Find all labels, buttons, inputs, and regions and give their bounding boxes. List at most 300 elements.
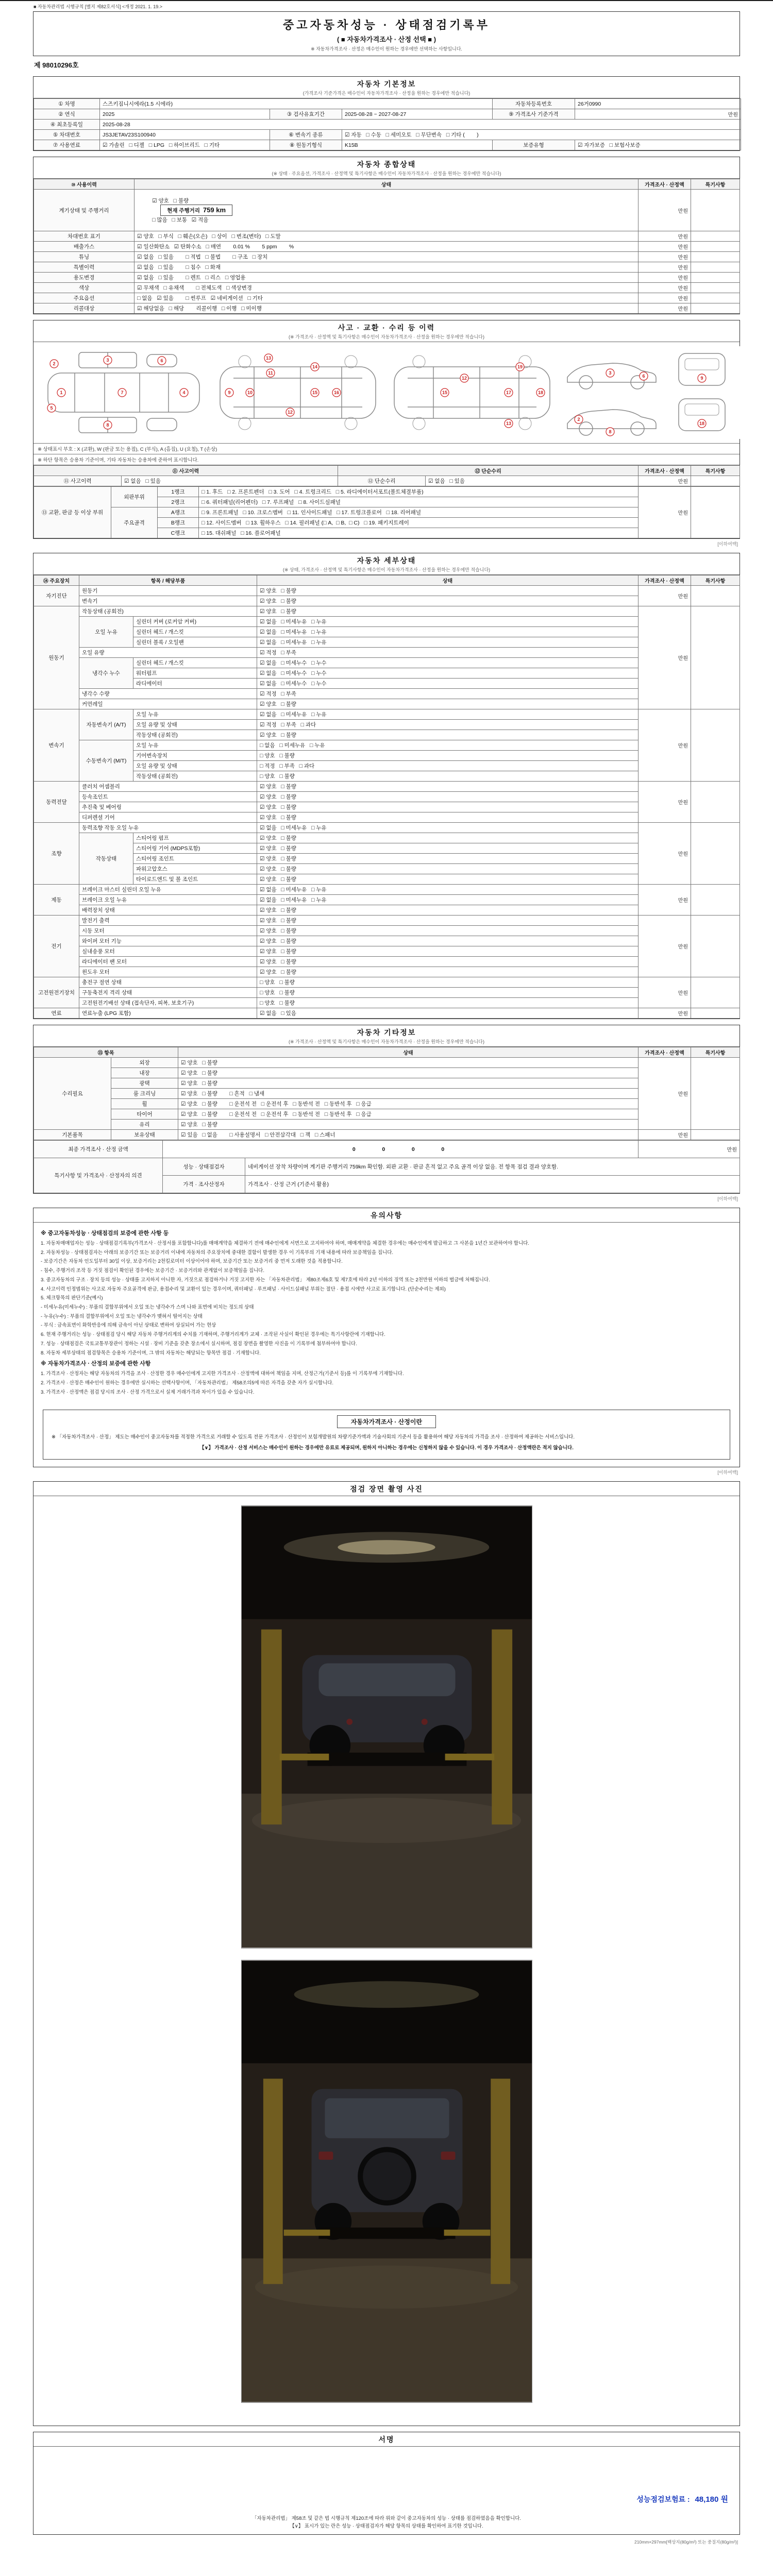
status-cell: ☑ 양호 □ 불량 [178, 1068, 638, 1078]
label-cell: 성능 · 상태점검자 [163, 1158, 245, 1176]
panel-marker [606, 428, 614, 436]
svg-text:12: 12 [287, 410, 293, 415]
status-cell: ☑ 없음 □ 있음 □ 침수 □ 화재 [135, 262, 638, 273]
status-cell: ☑ 없음 □ 미세누유 □ 누유 [257, 709, 638, 720]
item-cell: 오일 누유 [133, 740, 257, 751]
table-row [34, 771, 740, 782]
column-header: 특기사항 [691, 1047, 740, 1058]
table-row [34, 1158, 740, 1176]
status-cell: ☑ 있음 □ 없음 □ 사용설명서 □ 안전삼각대 □ 잭 □ 스패너 [178, 1130, 638, 1140]
sub-cell: 냉각수 누수 [79, 658, 133, 689]
remark-cell [691, 1058, 740, 1130]
table-row [34, 895, 740, 905]
label-cell: 용도변경 [34, 273, 135, 283]
notice-item: 5. 체크항목의 판단기준(예시) [41, 1295, 103, 1301]
status-cell: ☑ 양호 □ 부식 □ 훼손(오손) □ 상이 □ 변조(변타) □ 도말 [135, 231, 638, 242]
document-sheet [33, 1, 740, 2558]
value-cell: 2025-08-28 [100, 120, 741, 130]
table-row [34, 916, 740, 926]
remark-cell [691, 242, 740, 252]
svg-text:19: 19 [517, 364, 523, 369]
notice-item: 3. 중고자동차의 구조 · 장치 등의 성능 · 상태를 고지하지 아니한 자, 거짓으로 점검하거나 거짓 고지한 자는 「자동차관리법」 제80조제6호 및 제7호에 따라 2년 이하의 징역 또는 2천만원 이하의 벌금에 처해집니다. [41, 1277, 490, 1283]
status-cell: ☑ 양호 □ 불량 [257, 957, 638, 967]
panel-marker [225, 388, 233, 397]
panel-marker [516, 363, 524, 371]
price-cell: 만원 [638, 1058, 691, 1130]
status-cell: ☑ 양호 □ 불량 [257, 905, 638, 916]
panel-marker [640, 372, 648, 380]
price-cell: 만원 [638, 823, 691, 885]
item-cell: 외장 [111, 1058, 178, 1068]
table-row [34, 262, 740, 273]
status-cell: ☑ 없음 □ 있음 □ 적법 □ 불법 □ 구조 □ 장치 [135, 252, 638, 262]
status-cell: ☑ 양호 □ 불량 [257, 864, 638, 874]
status-cell: ☑ 양호 □ 불량 [257, 936, 638, 946]
label-cell: ③ 검사유효기간 [270, 109, 342, 120]
item-cell: 연료누출 (LPG 포함) [79, 1008, 257, 1019]
item-cell: 시동 모터 [79, 926, 257, 936]
notice-body [33, 1223, 740, 1403]
table-row [34, 487, 740, 497]
remark-cell [691, 586, 740, 606]
other-info-title: 자동차 기타정보 [357, 1028, 416, 1037]
signature-statement: 【∨】 표시가 있는 란은 성능 · 상태점검자가 해당 항목의 상태를 확인하여 표기한 것입니다. [290, 2523, 483, 2529]
remark-cell [691, 283, 740, 293]
table-row [34, 1089, 740, 1099]
svg-text:15: 15 [442, 390, 448, 395]
table-row [34, 946, 740, 957]
detail-section [33, 553, 740, 1019]
label-cell: ② 연식 [34, 109, 100, 120]
table-row [34, 1047, 740, 1058]
status-cell: ☑ 없음 □ 미세누수 □ 누수 [257, 658, 638, 668]
item-cell: 원동기 [79, 586, 257, 596]
svg-text:18: 18 [537, 390, 544, 395]
table-row [34, 833, 740, 843]
table-row [34, 231, 740, 242]
table-row [34, 596, 740, 606]
table-row [34, 977, 740, 988]
item-cell: 커먼레일 [79, 699, 257, 709]
group-cell: 수리필요 [34, 1058, 111, 1130]
notice-item: 1. 가격조사 · 산정자는 해당 자동차의 가격을 조사 · 산정한 경우 매수인에게 고지한 가격조사 · 산정액에 대하여 책임을 지며, 산정근거(기준서 등)를 이 기록부에 기재합니다. [41, 1371, 404, 1377]
sub-cell: 작동상태 [79, 833, 133, 885]
panel-marker [246, 388, 254, 397]
label-cell: 자동차등록번호 [493, 99, 575, 109]
panel-marker [104, 356, 112, 364]
status-cell: ☑ 없음 □ 미세누수 □ 누수 [257, 668, 638, 679]
item-cell: 배력장치 상태 [79, 905, 257, 916]
svg-text:2: 2 [53, 361, 56, 366]
value-cell: JS3JETAV23S100940 [100, 130, 270, 140]
panel-marker [575, 415, 583, 423]
price-cell: 만원 [638, 916, 691, 977]
column-header: 특기사항 [691, 179, 740, 190]
item-cell: 스티어링 기어 (MDPS포함) [133, 843, 257, 854]
status-cell: ☑ 없음 □ 미세누수 □ 누수 [257, 679, 638, 689]
remark-cell [691, 977, 740, 1008]
item-cell: 휠 [111, 1099, 178, 1109]
remark-cell [691, 1130, 740, 1140]
photo-body [33, 1496, 740, 2426]
status-cell: ☑ 양호 □ 불량 [257, 916, 638, 926]
table-row [34, 709, 740, 720]
status-cell: ☑ 양호 □ 불량 [257, 699, 638, 709]
table-row [34, 885, 740, 895]
remark-cell [691, 916, 740, 977]
remark-cell [691, 823, 740, 885]
table-row [34, 854, 740, 864]
value-cell: 만원 [575, 109, 741, 120]
item-cell: 룸 크리닝 [111, 1089, 178, 1099]
svg-text:14: 14 [312, 364, 318, 369]
price-cell: 만원 [638, 273, 691, 283]
item-cell: 윈도우 모터 [79, 967, 257, 977]
status-cell: ☑ 양호 □ 불량 [257, 782, 638, 792]
status-cell: □ 없음 □ 미세누유 □ 누유 [257, 740, 638, 751]
item-cell: 동력조향 작동 오일 누유 [79, 823, 257, 833]
device-cell: 자기진단 [34, 586, 79, 606]
column-header: 상태 [178, 1047, 638, 1058]
table-row [34, 792, 740, 802]
status-cell: ☑ 무채색 □ 유채색 □ 전체도색 □ 색상변경 [135, 283, 638, 293]
panel-marker [698, 419, 706, 428]
checkbox-group: □ 12. 사이드멤버 □ 13. 휠하우스 □ 14. 필러패널 (□ A, □ B, □ C) □ 19. 패키지트레이 [199, 518, 638, 528]
checkbox-group: □ 많음 □ 보통 ☑ 적음 [152, 217, 209, 223]
status-cell: □ 양호 □ 불량 [257, 998, 638, 1008]
device-cell: 조향 [34, 823, 79, 885]
signature-statements [33, 2515, 740, 2530]
photo-title: 점검 장면 촬영 사진 [350, 1484, 423, 1493]
label-cell: 가격 · 조사산정자 [163, 1176, 245, 1193]
photo-section [33, 1481, 740, 2426]
label-cell: 배출가스 [34, 242, 135, 252]
status-cell: □ 적정 □ 부족 □ 과다 [257, 761, 638, 771]
table-row [34, 720, 740, 730]
status-cell: ☑ 양호 □ 불량 [178, 1058, 638, 1068]
svg-text:10: 10 [247, 390, 253, 395]
table-row [34, 998, 740, 1008]
notice-item: - 미세누유(미세누수) : 부품의 결합부위에서 오일 또는 냉각수가 스며 나와 표면에 비치는 정도의 상태 [41, 1304, 254, 1311]
label-cell: ⑤ 차대번호 [34, 130, 100, 140]
status-cell: ☑ 양호 □ 불량 [257, 812, 638, 823]
item-cell: 광택 [111, 1078, 178, 1089]
status-cell: □ 양호 □ 불량 [257, 977, 638, 988]
final-price-table [33, 1140, 740, 1193]
item-cell: 오일 유량 및 상태 [133, 720, 257, 730]
table-row [34, 926, 740, 936]
price-cell: 만원 [638, 606, 691, 709]
item-cell: 작동상태 (공회전) [133, 730, 257, 740]
label-cell: ④ 최초등록일 [34, 120, 100, 130]
table-row [34, 1120, 740, 1130]
svg-text:13: 13 [506, 421, 512, 426]
status-cell: ☑ 양호 □ 불량 [257, 854, 638, 864]
svg-text:15: 15 [312, 390, 318, 395]
item-cell: 발전기 출력 [79, 916, 257, 926]
svg-text:8: 8 [106, 422, 109, 428]
item-cell: 브레이크 오일 누유 [79, 895, 257, 905]
price-cell: 만원 [638, 1130, 691, 1140]
status-cell: ☑ 양호 □ 불량 [257, 606, 638, 617]
panel-marker [460, 374, 468, 382]
label-cell: ⑪ 사고이력 [34, 476, 122, 486]
status-cell: ☑ 적정 □ 부족 [257, 648, 638, 658]
price-cell: 만원 [638, 586, 691, 606]
item-cell: 클러치 어셈블리 [79, 782, 257, 792]
paper-spec: 210mm×297mm[백상지(80g/m²) 또는 중질지(80g/m²)] [634, 2539, 738, 2545]
label-cell: 특기사항 및 가격조사 · 산정자의 의견 [34, 1158, 163, 1193]
status-cell: ☑ 적정 □ 부족 □ 과다 [257, 720, 638, 730]
price-info-text: ※ 「자동차가격조사 · 산정」 제도는 매수인이 중고자동차를 적정한 가격으로 거래할 수 있도록 전문 가격조사 · 산정인이 보험개발원의 차량기준가액과 기술사회의 기준서 등을 활용하여 해당 자동차의 가격을 조사 · 산정하여 제공하는 서비스입니다. [52, 1434, 575, 1440]
remark-cell [691, 1008, 740, 1019]
item-cell: 타이로드엔드 및 볼 조인트 [133, 874, 257, 885]
item-cell: 와이퍼 모터 기능 [79, 936, 257, 946]
price-cell: 만원 [638, 190, 691, 231]
basic-info-header [33, 77, 740, 98]
table-row [34, 130, 741, 140]
rank-cell: B랭크 [158, 518, 199, 528]
notice-item: 1. 자동차매매업자는 성능 · 상태점검기록부(가격조사 · 산정서를 포함합니다)를 매매계약을 체결하기 전에 매수인에게 서면으로 고지하여야 하며, 매매계약을 체결한 경우에는 매수인에게 발급하고 그 사본을 1년간 보관하여야 합니다. [41, 1241, 529, 1246]
status-cell: ☑ 양호 □ 불량 [257, 596, 638, 606]
notice-subject: ※ 중고자동차성능 · 상태점검의 보증에 관한 사항 등 [41, 1230, 169, 1236]
column-header: 상태 [135, 179, 638, 190]
sub-cell: 수동변속기 (M/T) [79, 740, 133, 782]
table-row [34, 242, 740, 252]
status-cell: ☑ 양호 □ 불량 [257, 967, 638, 977]
svg-text:5: 5 [50, 405, 53, 411]
status-cell: ☑ 양호 □ 불량 [257, 730, 638, 740]
svg-text:4: 4 [182, 390, 186, 395]
panel-marker [332, 388, 341, 397]
item-cell: 오일 누유 [133, 709, 257, 720]
status-cell: ☑ 없음 □ 있음 [257, 1008, 638, 1019]
status-cell: ☑ 없음 □ 미세누유 □ 누유 [257, 637, 638, 648]
remark-cell [691, 190, 740, 231]
column-header: 항목 / 해당부품 [79, 575, 257, 586]
table-row [34, 957, 740, 967]
panel-marker [118, 388, 126, 397]
device-cell: 전기 [34, 916, 79, 977]
device-cell: 연료 [34, 1008, 79, 1019]
inspection-photo-1 [241, 1505, 532, 1948]
table-row [34, 1109, 740, 1120]
status-cell: ☑ 해당없음 □ 해당 리콜이행 □ 이행 □ 미이행 [135, 303, 638, 314]
status-cell: ☑ 양호 □ 불량 [257, 946, 638, 957]
label-cell: ⑦ 사용연료 [34, 140, 100, 150]
panel-marker [158, 357, 166, 365]
opinion-text: 네비게이션 장착 차량이며 계기판 주행거리 759km 확인함. 외판 교환 · 판금 흔적 없고 주요 골격 이상 없음. 전 항목 점검 결과 양호함. [245, 1158, 740, 1176]
price-cell: 만원 [638, 782, 691, 823]
table-row [34, 637, 740, 648]
table-row [34, 140, 741, 150]
label-cell: 차대번호 표기 [34, 231, 135, 242]
status-cell: ☑ 양호 □ 불량 [178, 1120, 638, 1130]
sub-cell: 오일 누유 [79, 617, 133, 648]
table-row [34, 823, 740, 833]
other-info-table [33, 1047, 740, 1140]
status-cell: ☑ 없음 □ 있음 □ 렌트 □ 리스 □ 영업용 [135, 273, 638, 283]
remark-cell [691, 606, 740, 709]
label-cell: 튜닝 [34, 252, 135, 262]
status-cell: ☑ 양호 □ 불량 [257, 843, 638, 854]
device-cell: 변속기 [34, 709, 79, 782]
space-marker: [이하여백] [717, 541, 738, 547]
column-header: 가격조사 · 산정액 [638, 1047, 691, 1058]
table-row [34, 730, 740, 740]
doc-number-row [33, 56, 740, 71]
rank-cell: 2랭크 [158, 497, 199, 507]
panel-marker [50, 360, 58, 368]
notice-subject-2: ※ 자동차가격조사 · 산정의 보증에 관한 사항 [41, 1361, 151, 1367]
device-cell: 고전원전기장치 [34, 977, 79, 1008]
item-cell: 스티어링 조인트 [133, 854, 257, 864]
status-cell [135, 190, 638, 231]
status-cell: ☑ 양호 □ 불량 [257, 586, 638, 596]
item-cell: 보유상태 [111, 1130, 178, 1140]
table-row [34, 99, 741, 109]
device-cell: 원동기 [34, 606, 79, 709]
accident-header [33, 320, 740, 342]
summary-note: (※ 상태 · 주요옵션, 가격조사 · 산정액 및 특기사항은 매수인이 자동차가격조사 · 산정을 원하는 경우에만 적습니다) [272, 171, 501, 176]
status-cell: ☑ 없음 □ 미세누유 □ 누유 [257, 627, 638, 637]
item-cell: 워터펌프 [133, 668, 257, 679]
table-row [34, 689, 740, 699]
page-title: 중고자동차성능 · 상태점검기록부 [282, 19, 491, 31]
table-row [34, 575, 740, 586]
accident-note: (※ 가격조사 · 산정액 및 특기사항은 매수인이 자동차가격조사 · 산정을 원하는 경우에만 적습니다) [289, 334, 484, 340]
value-cell: 26거0990 [575, 99, 741, 109]
panel-marker [311, 388, 319, 397]
item-cell: 작동상태 (공회전) [133, 771, 257, 782]
notice-item: 2. 자동차성능 · 상태점검자는 아래의 보증기간 또는 보증거리 이내에 자동차의 주요장치에 중대한 결함이 발생한 경우 이 기록부의 기재 내용에 따라 보증책임을 집니다. [41, 1249, 394, 1256]
panel-marker [505, 388, 513, 397]
final-price-value: 0 0 0 0 [163, 1141, 638, 1158]
rank-cell: A랭크 [158, 507, 199, 518]
item-cell: 유리 [111, 1120, 178, 1130]
item-cell: 고전원전기배선 상태 (접속단자, 피복, 보호기구) [79, 998, 257, 1008]
svg-text:8: 8 [609, 429, 612, 434]
notice-item: 7. 성능 · 상태점검은 국토교통부장관이 정하는 시설 · 장비 기준을 갖춘 장소에서 실시하며, 점검 장면을 촬영한 사진을 이 기록부에 첨부하여야 합니다. [41, 1341, 357, 1347]
column-header: ⑫ 단순수리 [338, 466, 638, 476]
status-cell: ☑ 양호 □ 불량 [257, 926, 638, 936]
table-row [34, 782, 740, 792]
status-cell: ☑ 양호 □ 불량 [257, 792, 638, 802]
price-cell: 만원 [638, 283, 691, 293]
remark-cell [691, 252, 740, 262]
item-cell: 오일 유량 [79, 648, 257, 658]
table-row [34, 1068, 740, 1078]
svg-text:16: 16 [333, 390, 340, 395]
checkbox-group: ☑ 자가보증 □ 보험사보증 [575, 140, 741, 150]
status-code-legend-2: ※ 하단 항목은 승용차 기준이며, 기타 자동차는 승용차에 준하여 표시합니다. [33, 454, 740, 465]
item-cell: 실내송풍 모터 [79, 946, 257, 957]
price-cell: 만원 [638, 709, 691, 782]
table-row [34, 751, 740, 761]
svg-text:9: 9 [228, 390, 231, 395]
label-cell: ⑬ 교환, 판금 등 이상 부위 [34, 487, 111, 538]
panel-marker [606, 369, 614, 377]
mileage-box [160, 205, 232, 216]
status-cell: □ 없음 ☑ 있음 □ 썬루프 ☑ 네비게이션 □ 기타 [135, 293, 638, 303]
price-cell: 만원 [638, 231, 691, 242]
summary-header [33, 157, 740, 179]
item-cell: 등속조인트 [79, 792, 257, 802]
panel-marker [47, 404, 56, 412]
item-cell: 작동상태 (공회전) [79, 606, 257, 617]
rank-cell: C랭크 [158, 528, 199, 538]
table-row [34, 936, 740, 946]
panel-marker [441, 388, 449, 397]
price-info-box [43, 1410, 730, 1460]
svg-text:6: 6 [642, 374, 645, 379]
notice-item: 4. 사고이력 인정범위는 사고로 자동차 주요골격에 판금, 용접수리 및 교환이 있는 경우이며, 쿼터패널 · 루프패널 · 사이드실패널 부위는 절단 · 용접 시에만 사고로 표기합니다. (단순수리는 제외) [41, 1286, 446, 1292]
status-cell: ☑ 양호 □ 불량 [257, 833, 638, 843]
other-info-section [33, 1025, 740, 1194]
detail-note: (※ 상태, 가격조사 · 산정액 및 특기사항은 매수인이 자동차가격조사 · 산정을 원하는 경우에만 적습니다) [282, 567, 491, 572]
status-cell: ☑ 적정 □ 부족 [257, 689, 638, 699]
notice-item: - 부식 : 금속표면이 화학반응에 의해 금속이 아닌 상태로 변하여 상실되어 가는 현상 [41, 1323, 216, 1329]
item-cell: 추진축 및 베어링 [79, 802, 257, 812]
status-cell: ☑ 양호 □ 불량 □ 흔적 □ 냄새 [178, 1089, 638, 1099]
price-cell: 만원 [638, 303, 691, 314]
table-row [34, 179, 740, 190]
label-cell: 특별이력 [34, 262, 135, 273]
table-row [34, 293, 740, 303]
checkbox-group: ☑ 양호 □ 불량 [152, 198, 189, 204]
price-cell: 만원 [638, 252, 691, 262]
table-row [34, 648, 740, 658]
checkbox-group: □ 9. 프론트패널 □ 10. 크로스멤버 □ 11. 인사이드패널 □ 17. 트렁크플로어 □ 18. 리어패널 [199, 507, 638, 518]
summary-section [33, 157, 740, 314]
other-info-note: (※ 가격조사 · 산정액 및 특기사항은 매수인이 자동차가격조사 · 산정을 원하는 경우에만 적습니다) [289, 1039, 484, 1044]
checkbox-group: □ 1. 후드 □ 2. 프론트펜더 □ 3. 도어 □ 4. 트렁크리드 □ 5. 라디에이터서포트(볼트체결부품) [199, 487, 638, 497]
notice-header [33, 1208, 740, 1223]
insurance-premium-label: 성능점검보험료 : [636, 2495, 690, 2503]
price-info-title: 자동차가격조사 · 산정이란 [337, 1415, 436, 1428]
svg-text:9: 9 [700, 376, 703, 381]
insurance-premium [636, 2494, 728, 2504]
remark-cell [691, 885, 740, 916]
svg-text:13: 13 [265, 355, 272, 361]
column-header: ⑭ 주요장치 [34, 575, 79, 586]
summary-table [33, 179, 740, 314]
label-cell: ⑧ 원동기형식 [270, 140, 342, 150]
table-row [34, 802, 740, 812]
status-cell: ☑ 양호 □ 불량 [257, 802, 638, 812]
table-row [34, 476, 740, 486]
table-row [34, 843, 740, 854]
price-cell: 만원 [638, 476, 691, 486]
summary-title: 자동차 종합상태 [357, 160, 416, 168]
column-header: 상태 [257, 575, 638, 586]
value-cell: 2025 [100, 109, 270, 120]
column-header: 가격조사 · 산정액 [638, 575, 691, 586]
table-row [34, 252, 740, 262]
remark-cell [691, 487, 740, 538]
checkbox-group: ☑ 가솔린 □ 디젤 □ LPG □ 하이브리드 □ 기타 [100, 140, 270, 150]
table-row [34, 627, 740, 637]
column-header: 가격조사 · 산정액 [638, 466, 691, 476]
table-row [34, 1130, 740, 1140]
remark-cell [691, 293, 740, 303]
table-row [34, 905, 740, 916]
table-row [34, 586, 740, 596]
svg-text:2: 2 [577, 417, 580, 422]
table-row [34, 109, 741, 120]
notice-item: - 침수, 주행거리 조작 등 거짓 점검이 확인된 경우에는 보증기간 · 보증거리와 관계없이 보증책임을 집니다. [41, 1268, 264, 1274]
notice-item: 8. 자동차 세부상태의 점검항목은 승용차 기준이며, 그 밖의 자동차는 해당되는 항목만 점검 · 기재합니다. [41, 1350, 261, 1356]
